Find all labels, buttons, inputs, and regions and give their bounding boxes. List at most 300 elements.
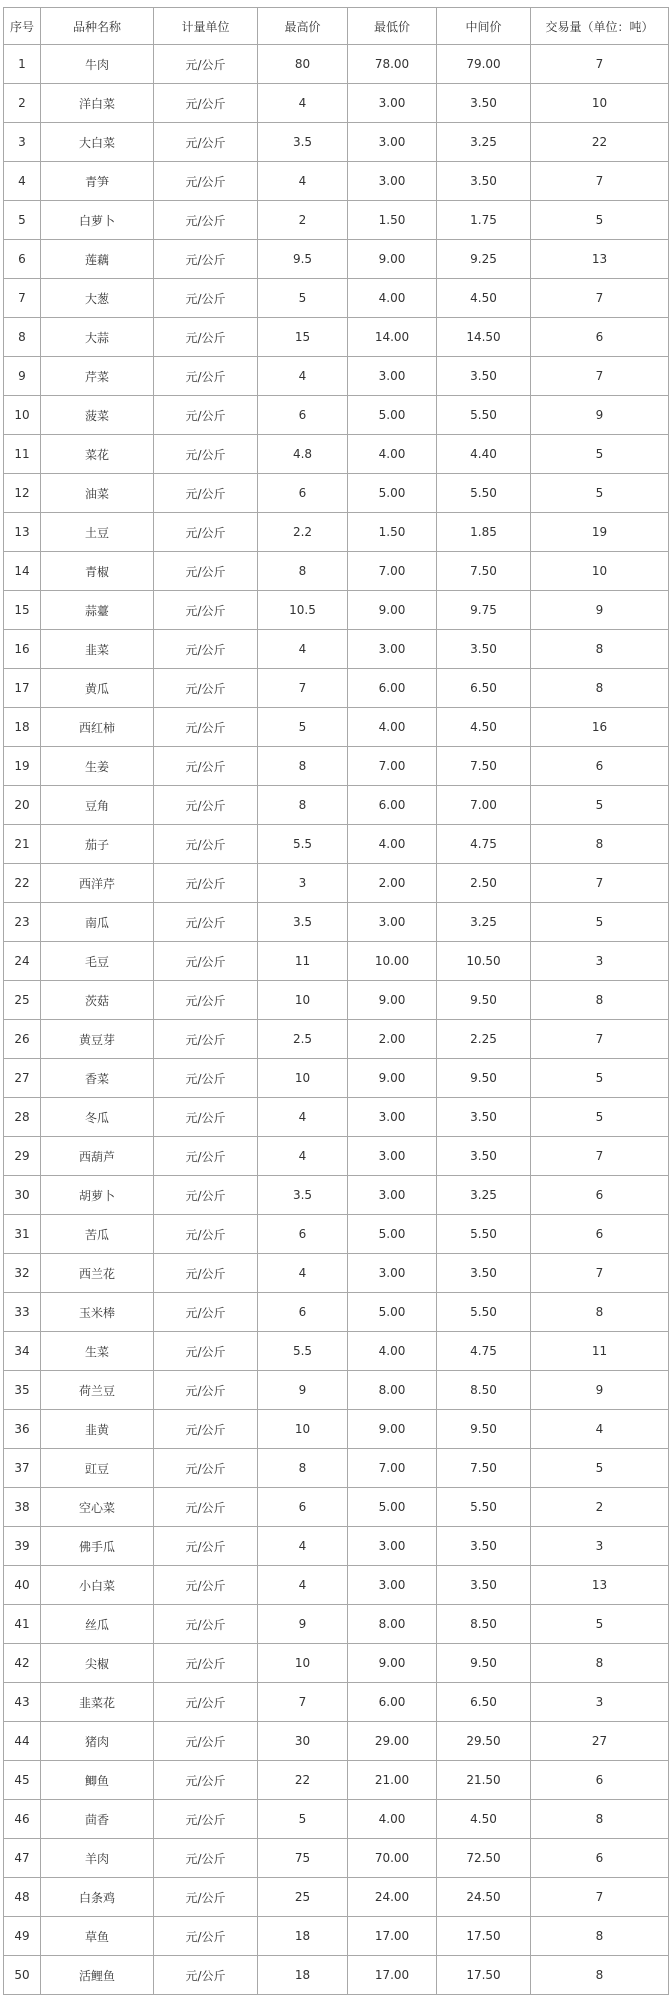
cell-min-price: 10.00 xyxy=(348,942,437,981)
cell-max-price: 15 xyxy=(258,318,348,357)
cell-index: 19 xyxy=(4,747,41,786)
cell-index: 36 xyxy=(4,1410,41,1449)
cell-max-price: 6 xyxy=(258,1293,348,1332)
cell-min-price: 14.00 xyxy=(348,318,437,357)
cell-unit: 元/公斤 xyxy=(154,1098,258,1137)
cell-index: 30 xyxy=(4,1176,41,1215)
cell-unit: 元/公斤 xyxy=(154,1059,258,1098)
cell-volume: 8 xyxy=(531,1917,669,1956)
cell-product-name: 菠菜 xyxy=(41,396,154,435)
cell-unit: 元/公斤 xyxy=(154,279,258,318)
cell-min-price: 21.00 xyxy=(348,1761,437,1800)
cell-index: 7 xyxy=(4,279,41,318)
cell-volume: 5 xyxy=(531,474,669,513)
cell-unit: 元/公斤 xyxy=(154,552,258,591)
cell-mid-price: 9.50 xyxy=(437,1059,531,1098)
cell-volume: 8 xyxy=(531,981,669,1020)
cell-volume: 9 xyxy=(531,1371,669,1410)
cell-unit: 元/公斤 xyxy=(154,903,258,942)
header-max-price: 最高价 xyxy=(258,8,348,45)
cell-index: 41 xyxy=(4,1605,41,1644)
cell-mid-price: 4.50 xyxy=(437,279,531,318)
cell-mid-price: 6.50 xyxy=(437,669,531,708)
cell-product-name: 青椒 xyxy=(41,552,154,591)
cell-volume: 7 xyxy=(531,1878,669,1917)
cell-index: 29 xyxy=(4,1137,41,1176)
cell-volume: 10 xyxy=(531,552,669,591)
cell-max-price: 80 xyxy=(258,45,348,84)
cell-min-price: 2.00 xyxy=(348,864,437,903)
cell-product-name: 空心菜 xyxy=(41,1488,154,1527)
cell-index: 4 xyxy=(4,162,41,201)
cell-max-price: 18 xyxy=(258,1917,348,1956)
cell-mid-price: 3.50 xyxy=(437,1254,531,1293)
cell-min-price: 3.00 xyxy=(348,357,437,396)
cell-volume: 11 xyxy=(531,1332,669,1371)
cell-mid-price: 1.75 xyxy=(437,201,531,240)
cell-mid-price: 3.50 xyxy=(437,162,531,201)
cell-product-name: 韭菜花 xyxy=(41,1683,154,1722)
cell-index: 28 xyxy=(4,1098,41,1137)
cell-mid-price: 3.50 xyxy=(437,1137,531,1176)
cell-unit: 元/公斤 xyxy=(154,1215,258,1254)
cell-unit: 元/公斤 xyxy=(154,1449,258,1488)
table-row xyxy=(4,1566,669,1605)
table-row xyxy=(4,84,669,123)
cell-volume: 7 xyxy=(531,1254,669,1293)
cell-max-price: 5 xyxy=(258,708,348,747)
cell-mid-price: 7.50 xyxy=(437,1449,531,1488)
cell-unit: 元/公斤 xyxy=(154,1371,258,1410)
cell-max-price: 4.8 xyxy=(258,435,348,474)
table-row xyxy=(4,786,669,825)
cell-mid-price: 2.50 xyxy=(437,864,531,903)
cell-min-price: 9.00 xyxy=(348,1410,437,1449)
cell-volume: 8 xyxy=(531,669,669,708)
cell-index: 12 xyxy=(4,474,41,513)
cell-volume: 8 xyxy=(531,1293,669,1332)
cell-unit: 元/公斤 xyxy=(154,1839,258,1878)
cell-min-price: 78.00 xyxy=(348,45,437,84)
cell-unit: 元/公斤 xyxy=(154,1722,258,1761)
cell-min-price: 3.00 xyxy=(348,1098,437,1137)
table-row xyxy=(4,1215,669,1254)
table-row xyxy=(4,1293,669,1332)
cell-product-name: 韭菜 xyxy=(41,630,154,669)
cell-max-price: 2.2 xyxy=(258,513,348,552)
cell-mid-price: 9.75 xyxy=(437,591,531,630)
cell-min-price: 5.00 xyxy=(348,1215,437,1254)
cell-unit: 元/公斤 xyxy=(154,1254,258,1293)
cell-mid-price: 3.25 xyxy=(437,123,531,162)
cell-volume: 3 xyxy=(531,942,669,981)
cell-max-price: 8 xyxy=(258,1449,348,1488)
cell-index: 38 xyxy=(4,1488,41,1527)
cell-mid-price: 4.50 xyxy=(437,1800,531,1839)
cell-product-name: 洋白菜 xyxy=(41,84,154,123)
cell-volume: 3 xyxy=(531,1527,669,1566)
cell-unit: 元/公斤 xyxy=(154,825,258,864)
cell-max-price: 2 xyxy=(258,201,348,240)
cell-product-name: 荷兰豆 xyxy=(41,1371,154,1410)
cell-mid-price: 17.50 xyxy=(437,1917,531,1956)
cell-min-price: 70.00 xyxy=(348,1839,437,1878)
cell-product-name: 韭黄 xyxy=(41,1410,154,1449)
cell-min-price: 7.00 xyxy=(348,747,437,786)
cell-unit: 元/公斤 xyxy=(154,1176,258,1215)
cell-min-price: 5.00 xyxy=(348,474,437,513)
table-row xyxy=(4,1410,669,1449)
cell-index: 31 xyxy=(4,1215,41,1254)
cell-max-price: 3.5 xyxy=(258,1176,348,1215)
cell-unit: 元/公斤 xyxy=(154,1761,258,1800)
cell-volume: 5 xyxy=(531,786,669,825)
cell-product-name: 羊肉 xyxy=(41,1839,154,1878)
cell-mid-price: 14.50 xyxy=(437,318,531,357)
cell-min-price: 7.00 xyxy=(348,552,437,591)
cell-volume: 7 xyxy=(531,45,669,84)
cell-volume: 27 xyxy=(531,1722,669,1761)
cell-product-name: 大蒜 xyxy=(41,318,154,357)
cell-min-price: 2.00 xyxy=(348,1020,437,1059)
header-volume: 交易量（单位：吨） xyxy=(531,8,669,45)
cell-max-price: 3.5 xyxy=(258,123,348,162)
cell-unit: 元/公斤 xyxy=(154,942,258,981)
cell-unit: 元/公斤 xyxy=(154,240,258,279)
cell-unit: 元/公斤 xyxy=(154,123,258,162)
cell-index: 47 xyxy=(4,1839,41,1878)
cell-max-price: 9.5 xyxy=(258,240,348,279)
cell-min-price: 7.00 xyxy=(348,1449,437,1488)
cell-product-name: 土豆 xyxy=(41,513,154,552)
cell-mid-price: 6.50 xyxy=(437,1683,531,1722)
table-row xyxy=(4,1644,669,1683)
cell-max-price: 8 xyxy=(258,786,348,825)
cell-index: 26 xyxy=(4,1020,41,1059)
cell-unit: 元/公斤 xyxy=(154,1488,258,1527)
cell-max-price: 10 xyxy=(258,1644,348,1683)
cell-max-price: 8 xyxy=(258,747,348,786)
cell-min-price: 3.00 xyxy=(348,630,437,669)
table-row xyxy=(4,513,669,552)
cell-index: 16 xyxy=(4,630,41,669)
table-body xyxy=(4,45,669,1995)
cell-index: 23 xyxy=(4,903,41,942)
cell-min-price: 6.00 xyxy=(348,1683,437,1722)
cell-mid-price: 8.50 xyxy=(437,1371,531,1410)
cell-min-price: 6.00 xyxy=(348,786,437,825)
cell-unit: 元/公斤 xyxy=(154,1878,258,1917)
cell-max-price: 6 xyxy=(258,474,348,513)
cell-volume: 7 xyxy=(531,357,669,396)
cell-max-price: 9 xyxy=(258,1605,348,1644)
cell-mid-price: 5.50 xyxy=(437,396,531,435)
cell-mid-price: 17.50 xyxy=(437,1956,531,1995)
cell-unit: 元/公斤 xyxy=(154,669,258,708)
cell-max-price: 3 xyxy=(258,864,348,903)
cell-product-name: 活鲤鱼 xyxy=(41,1956,154,1995)
table-row xyxy=(4,279,669,318)
cell-mid-price: 7.00 xyxy=(437,786,531,825)
cell-unit: 元/公斤 xyxy=(154,1644,258,1683)
cell-index: 13 xyxy=(4,513,41,552)
header-product-name: 品种名称 xyxy=(41,8,154,45)
cell-product-name: 青笋 xyxy=(41,162,154,201)
cell-product-name: 菜花 xyxy=(41,435,154,474)
cell-min-price: 5.00 xyxy=(348,396,437,435)
cell-product-name: 苦瓜 xyxy=(41,1215,154,1254)
cell-min-price: 9.00 xyxy=(348,981,437,1020)
table-row xyxy=(4,981,669,1020)
cell-min-price: 4.00 xyxy=(348,825,437,864)
cell-max-price: 75 xyxy=(258,1839,348,1878)
cell-max-price: 4 xyxy=(258,1527,348,1566)
cell-mid-price: 4.40 xyxy=(437,435,531,474)
cell-unit: 元/公斤 xyxy=(154,747,258,786)
cell-mid-price: 3.50 xyxy=(437,357,531,396)
cell-index: 34 xyxy=(4,1332,41,1371)
cell-volume: 5 xyxy=(531,1449,669,1488)
cell-product-name: 西葫芦 xyxy=(41,1137,154,1176)
cell-volume: 5 xyxy=(531,1605,669,1644)
cell-unit: 元/公斤 xyxy=(154,201,258,240)
cell-volume: 7 xyxy=(531,279,669,318)
cell-index: 40 xyxy=(4,1566,41,1605)
cell-max-price: 4 xyxy=(258,84,348,123)
cell-index: 48 xyxy=(4,1878,41,1917)
cell-index: 24 xyxy=(4,942,41,981)
cell-index: 10 xyxy=(4,396,41,435)
cell-mid-price: 29.50 xyxy=(437,1722,531,1761)
cell-unit: 元/公斤 xyxy=(154,1020,258,1059)
cell-mid-price: 2.25 xyxy=(437,1020,531,1059)
header-min-price: 最低价 xyxy=(348,8,437,45)
cell-max-price: 10 xyxy=(258,1059,348,1098)
cell-product-name: 莲藕 xyxy=(41,240,154,279)
cell-mid-price: 3.50 xyxy=(437,1527,531,1566)
cell-mid-price: 4.50 xyxy=(437,708,531,747)
cell-max-price: 4 xyxy=(258,1566,348,1605)
cell-unit: 元/公斤 xyxy=(154,1683,258,1722)
cell-max-price: 5.5 xyxy=(258,825,348,864)
table-row xyxy=(4,1917,669,1956)
cell-min-price: 3.00 xyxy=(348,162,437,201)
cell-min-price: 24.00 xyxy=(348,1878,437,1917)
cell-volume: 8 xyxy=(531,1800,669,1839)
cell-unit: 元/公斤 xyxy=(154,981,258,1020)
cell-min-price: 4.00 xyxy=(348,1800,437,1839)
cell-index: 27 xyxy=(4,1059,41,1098)
cell-unit: 元/公斤 xyxy=(154,318,258,357)
cell-volume: 3 xyxy=(531,1683,669,1722)
table-row xyxy=(4,669,669,708)
cell-mid-price: 79.00 xyxy=(437,45,531,84)
cell-mid-price: 9.50 xyxy=(437,1644,531,1683)
cell-min-price: 5.00 xyxy=(348,1488,437,1527)
table-row xyxy=(4,1254,669,1293)
cell-product-name: 生菜 xyxy=(41,1332,154,1371)
cell-mid-price: 5.50 xyxy=(437,1488,531,1527)
cell-min-price: 9.00 xyxy=(348,1059,437,1098)
table-row xyxy=(4,240,669,279)
cell-volume: 7 xyxy=(531,1137,669,1176)
table-row xyxy=(4,1956,669,1995)
cell-index: 37 xyxy=(4,1449,41,1488)
cell-mid-price: 5.50 xyxy=(437,474,531,513)
cell-max-price: 4 xyxy=(258,1254,348,1293)
cell-index: 6 xyxy=(4,240,41,279)
cell-max-price: 6 xyxy=(258,1215,348,1254)
cell-product-name: 草鱼 xyxy=(41,1917,154,1956)
cell-index: 2 xyxy=(4,84,41,123)
cell-mid-price: 3.25 xyxy=(437,1176,531,1215)
cell-product-name: 南瓜 xyxy=(41,903,154,942)
cell-volume: 7 xyxy=(531,1020,669,1059)
table-row xyxy=(4,357,669,396)
cell-index: 15 xyxy=(4,591,41,630)
cell-min-price: 4.00 xyxy=(348,708,437,747)
cell-product-name: 黄瓜 xyxy=(41,669,154,708)
table-row xyxy=(4,1371,669,1410)
cell-max-price: 4 xyxy=(258,162,348,201)
cell-unit: 元/公斤 xyxy=(154,474,258,513)
cell-index: 45 xyxy=(4,1761,41,1800)
cell-unit: 元/公斤 xyxy=(154,708,258,747)
table-row xyxy=(4,552,669,591)
cell-unit: 元/公斤 xyxy=(154,1956,258,1995)
price-table xyxy=(3,7,669,1995)
cell-index: 17 xyxy=(4,669,41,708)
cell-volume: 4 xyxy=(531,1410,669,1449)
cell-volume: 5 xyxy=(531,201,669,240)
cell-mid-price: 9.50 xyxy=(437,981,531,1020)
cell-index: 33 xyxy=(4,1293,41,1332)
table-row xyxy=(4,1878,669,1917)
cell-max-price: 4 xyxy=(258,630,348,669)
cell-volume: 16 xyxy=(531,708,669,747)
cell-unit: 元/公斤 xyxy=(154,513,258,552)
table-row xyxy=(4,1605,669,1644)
cell-index: 46 xyxy=(4,1800,41,1839)
table-row xyxy=(4,45,669,84)
cell-mid-price: 5.50 xyxy=(437,1293,531,1332)
cell-volume: 22 xyxy=(531,123,669,162)
cell-product-name: 小白菜 xyxy=(41,1566,154,1605)
cell-min-price: 29.00 xyxy=(348,1722,437,1761)
cell-min-price: 4.00 xyxy=(348,435,437,474)
cell-volume: 5 xyxy=(531,1059,669,1098)
cell-product-name: 豆角 xyxy=(41,786,154,825)
cell-index: 1 xyxy=(4,45,41,84)
cell-min-price: 1.50 xyxy=(348,513,437,552)
cell-product-name: 芹菜 xyxy=(41,357,154,396)
table-row xyxy=(4,162,669,201)
cell-mid-price: 9.25 xyxy=(437,240,531,279)
cell-max-price: 22 xyxy=(258,1761,348,1800)
cell-min-price: 5.00 xyxy=(348,1293,437,1332)
cell-mid-price: 3.50 xyxy=(437,84,531,123)
cell-mid-price: 1.85 xyxy=(437,513,531,552)
cell-max-price: 18 xyxy=(258,1956,348,1995)
cell-mid-price: 3.25 xyxy=(437,903,531,942)
cell-mid-price: 4.75 xyxy=(437,825,531,864)
table-row xyxy=(4,1488,669,1527)
cell-max-price: 6 xyxy=(258,1488,348,1527)
cell-index: 42 xyxy=(4,1644,41,1683)
cell-index: 20 xyxy=(4,786,41,825)
cell-index: 44 xyxy=(4,1722,41,1761)
cell-min-price: 8.00 xyxy=(348,1605,437,1644)
cell-product-name: 毛豆 xyxy=(41,942,154,981)
cell-max-price: 30 xyxy=(258,1722,348,1761)
cell-volume: 6 xyxy=(531,1761,669,1800)
table-row xyxy=(4,1722,669,1761)
cell-index: 8 xyxy=(4,318,41,357)
cell-mid-price: 24.50 xyxy=(437,1878,531,1917)
cell-product-name: 佛手瓜 xyxy=(41,1527,154,1566)
cell-min-price: 3.00 xyxy=(348,1176,437,1215)
table-row xyxy=(4,201,669,240)
cell-min-price: 3.00 xyxy=(348,84,437,123)
cell-volume: 13 xyxy=(531,1566,669,1605)
cell-product-name: 尖椒 xyxy=(41,1644,154,1683)
cell-min-price: 3.00 xyxy=(348,903,437,942)
cell-volume: 10 xyxy=(531,84,669,123)
cell-min-price: 1.50 xyxy=(348,201,437,240)
cell-mid-price: 3.50 xyxy=(437,630,531,669)
table-row xyxy=(4,1098,669,1137)
cell-index: 11 xyxy=(4,435,41,474)
cell-mid-price: 72.50 xyxy=(437,1839,531,1878)
cell-max-price: 4 xyxy=(258,1137,348,1176)
cell-mid-price: 3.50 xyxy=(437,1566,531,1605)
cell-product-name: 香菜 xyxy=(41,1059,154,1098)
table-header-row xyxy=(4,8,669,45)
cell-min-price: 9.00 xyxy=(348,240,437,279)
cell-product-name: 油菜 xyxy=(41,474,154,513)
cell-max-price: 5.5 xyxy=(258,1332,348,1371)
cell-index: 32 xyxy=(4,1254,41,1293)
cell-product-name: 玉米棒 xyxy=(41,1293,154,1332)
cell-unit: 元/公斤 xyxy=(154,1605,258,1644)
cell-volume: 8 xyxy=(531,1956,669,1995)
table-row xyxy=(4,396,669,435)
cell-volume: 6 xyxy=(531,1176,669,1215)
cell-unit: 元/公斤 xyxy=(154,396,258,435)
cell-product-name: 牛肉 xyxy=(41,45,154,84)
cell-max-price: 6 xyxy=(258,396,348,435)
cell-unit: 元/公斤 xyxy=(154,1566,258,1605)
header-mid-price: 中间价 xyxy=(437,8,531,45)
cell-unit: 元/公斤 xyxy=(154,1410,258,1449)
cell-max-price: 3.5 xyxy=(258,903,348,942)
header-unit: 计量单位 xyxy=(154,8,258,45)
cell-volume: 19 xyxy=(531,513,669,552)
cell-unit: 元/公斤 xyxy=(154,786,258,825)
cell-product-name: 大白菜 xyxy=(41,123,154,162)
cell-product-name: 黄豆芽 xyxy=(41,1020,154,1059)
cell-max-price: 8 xyxy=(258,552,348,591)
cell-unit: 元/公斤 xyxy=(154,1293,258,1332)
table-row xyxy=(4,1839,669,1878)
cell-index: 22 xyxy=(4,864,41,903)
cell-mid-price: 7.50 xyxy=(437,552,531,591)
table-row xyxy=(4,825,669,864)
cell-volume: 8 xyxy=(531,825,669,864)
cell-product-name: 冬瓜 xyxy=(41,1098,154,1137)
cell-unit: 元/公斤 xyxy=(154,84,258,123)
cell-mid-price: 5.50 xyxy=(437,1215,531,1254)
